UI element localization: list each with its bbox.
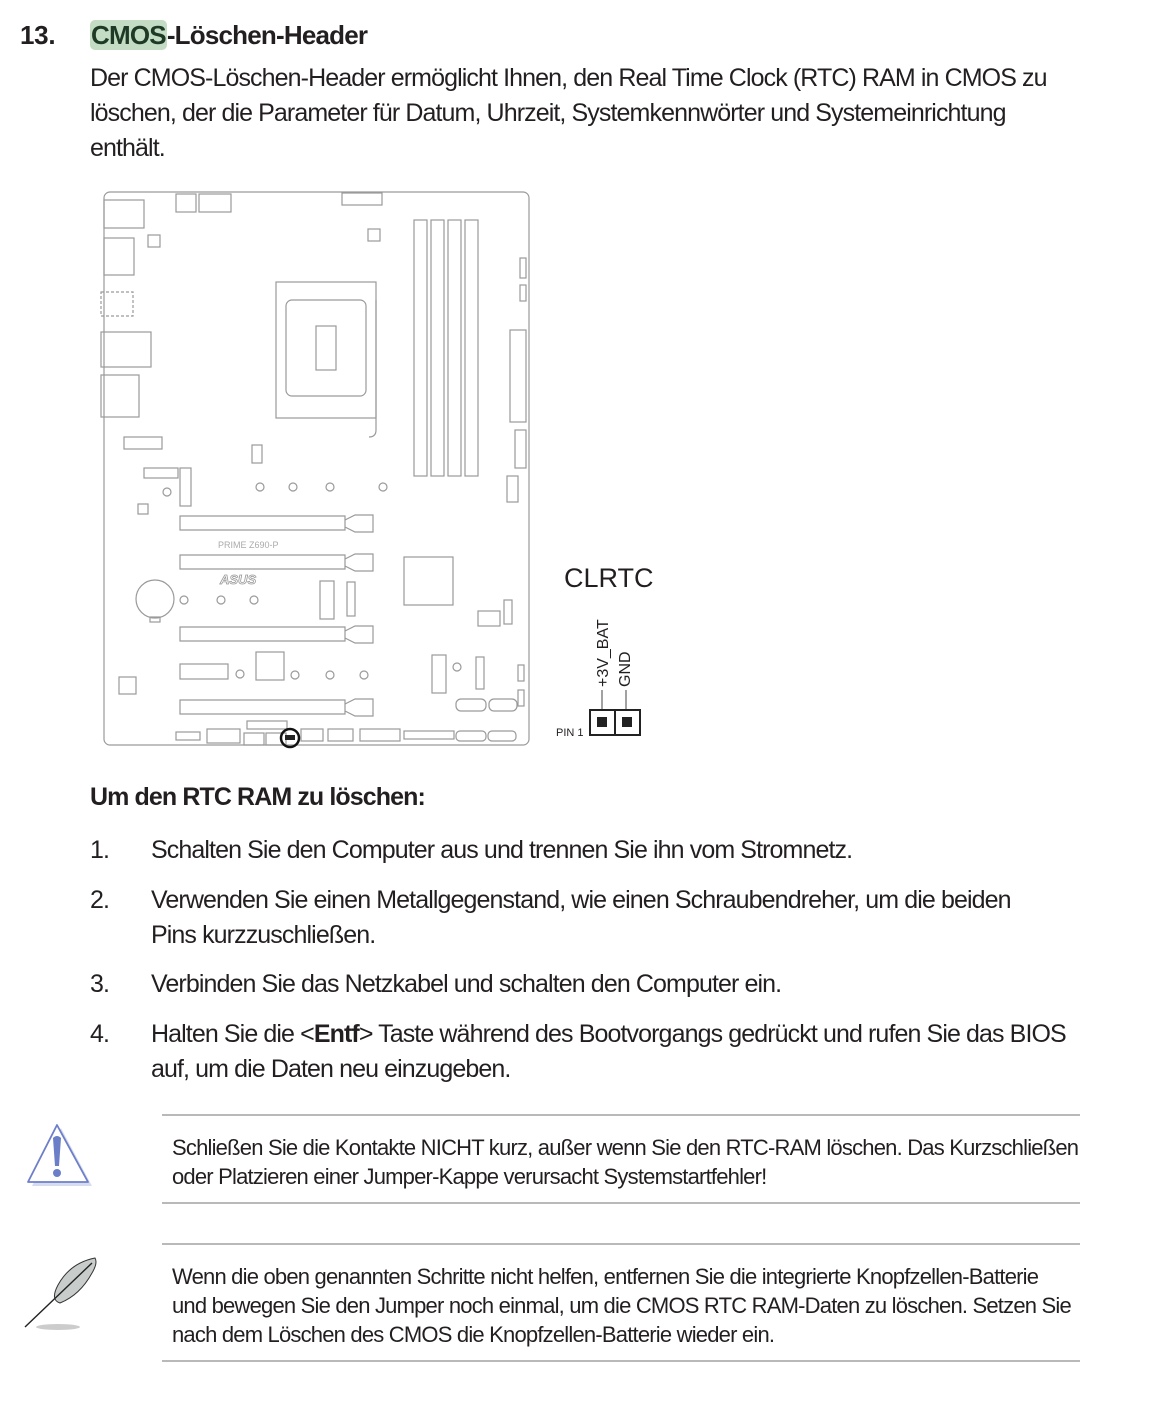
- feather-icon: [20, 1255, 100, 1335]
- motherboard-diagram: [95, 185, 545, 755]
- note-line: nach dem Löschen des CMOS die Knopfzellen-Batterie wieder ein.: [172, 1322, 775, 1347]
- pin-label-3v-bat: +3V_BAT: [595, 619, 612, 687]
- intro-line: Der CMOS-Löschen-Header ermöglicht Ihnen, den Real Time Clock (RTC) RAM in CMOS zu: [90, 64, 1047, 92]
- pin-label-gnd: GND: [617, 651, 634, 687]
- note-text: [172, 1262, 1071, 1349]
- title-rest: -Löschen-Header: [166, 20, 368, 50]
- step-number: 3.: [90, 970, 110, 998]
- step-text: Verbinden Sie das Netzkabel und schalten den Computer ein.: [151, 970, 782, 998]
- step-line: Verwenden Sie einen Metallgegenstand, wie einen Schraubendreher, um die beiden: [151, 886, 1011, 914]
- step-number: 1.: [90, 836, 110, 864]
- step-line: auf, um die Daten neu einzugeben.: [151, 1055, 511, 1083]
- warning-line: oder Platzieren einer Jumper-Kappe verursacht Systemstartfehler!: [172, 1164, 767, 1189]
- warning-line: Schließen Sie die Kontakte NICHT kurz, außer wenn Sie den RTC-RAM löschen. Das Kurzschließen: [172, 1135, 1079, 1160]
- note-line: und bewegen Sie den Jumper noch einmal, um die CMOS RTC RAM-Daten zu löschen. Setzen Sie: [172, 1293, 1071, 1318]
- note-line: Wenn die oben genannten Schritte nicht helfen, entfernen Sie die integrierte Knopfzellen-Batterie: [172, 1264, 1039, 1289]
- key-name: Entf: [313, 1020, 359, 1048]
- asus-logo: ASUS: [220, 572, 257, 587]
- intro-paragraph: [90, 61, 1047, 166]
- title-highlight: CMOS: [91, 20, 166, 50]
- step-text: Schalten Sie den Computer aus und trennen Sie ihn vom Stromnetz.: [151, 836, 853, 864]
- step-text-part: Halten Sie die <: [151, 1020, 314, 1048]
- pin1-label: PIN 1: [556, 727, 584, 739]
- intro-line: löschen, der die Parameter für Datum, Uhrzeit, Systemkennwörter und Systemeinrichtung: [90, 99, 1006, 127]
- board-model-label: PRIME Z690-P: [218, 540, 279, 550]
- clrtc-header-pins: [585, 690, 645, 740]
- step-number: 4.: [90, 1020, 110, 1048]
- divider: [162, 1114, 1080, 1116]
- header-name: CLRTC: [564, 563, 654, 593]
- section-number: 13.: [20, 20, 56, 50]
- step-text-part: > Taste während des Bootvorgangs gedrückt und rufen Sie das BIOS: [358, 1020, 1066, 1048]
- step-text: [151, 883, 1011, 953]
- step-text: [151, 1017, 1066, 1087]
- step-line: Pins kurzzuschließen.: [151, 921, 376, 949]
- intro-line: enthält.: [90, 134, 165, 162]
- procedure-heading: Um den RTC RAM zu löschen:: [90, 783, 425, 811]
- warning-text: [172, 1133, 1078, 1191]
- divider: [162, 1243, 1080, 1245]
- divider: [162, 1202, 1080, 1204]
- divider: [162, 1360, 1080, 1362]
- step-number: 2.: [90, 886, 110, 914]
- warning-icon: [22, 1122, 96, 1190]
- section-title: [90, 20, 367, 51]
